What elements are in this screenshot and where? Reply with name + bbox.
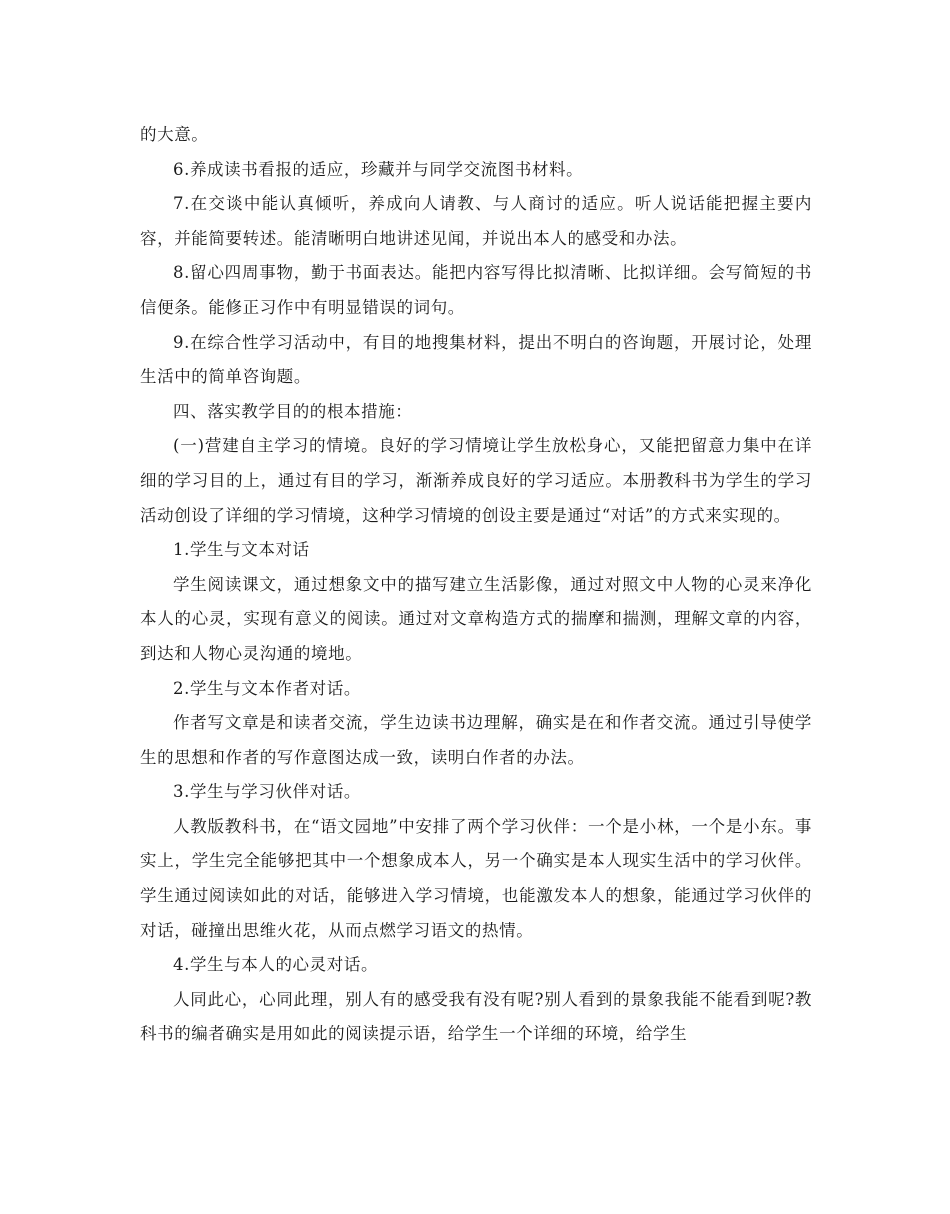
paragraph: 人教版教科书，在“语文园地”中安排了两个学习伙伴：一个是小林，一个是小东。事实上，学生完全能够把其中一个想象成本人，另一个确实是本人现实生活中的学习伙伴。学生通过阅读如此的对话，能够进入学习情境，也能激发本人的想象，能通过学习伙伴的对话，碰撞出思维火花，从而点燃学习语文的热情。 [140, 816, 812, 940]
paragraph: 9.在综合性学习活动中，有目的地搜集材料，提出不明白的咨询题，开展讨论，处理生活中的简单咨询题。 [140, 332, 812, 387]
paragraph: 7.在交谈中能认真倾听，养成向人请教、与人商讨的适应。听人说话能把握主要内容，并能简要转述。能清晰明白地讲述见闻，并说出本人的感受和办法。 [140, 194, 812, 248]
document-body [140, 118, 812, 1052]
section-heading: 四、落实教学目的的根本措施： [173, 401, 413, 421]
subheading: 1.学生与文本对话 [173, 540, 310, 560]
paragraph: 6.养成读书看报的适应，珍藏并与同学交流图书材料。 [173, 159, 584, 179]
paragraph: 作者写文章是和读者交流，学生边读书边理解，确实是在和作者交流。通过引导使学生的思想和作者的写作意图达成一致，读明白作者的办法。 [140, 713, 812, 767]
subheading: 4.学生与本人的心灵对话。 [173, 955, 379, 975]
paragraph: (一)营建自主学习的情境。良好的学习情境让学生放松身心，又能把留意力集中在详细的学习目的上，通过有目的学习，渐渐养成良好的学习适应。本册教科书为学生的学习活动创设了详细的学习情境，这种学习情境的创设主要是通过“对话”的方式来实现的。 [140, 436, 812, 525]
paragraph: 8.留心四周事物，勤于书面表达。能把内容写得比拟清晰、比拟详细。会写简短的书信便条。能修正习作中有明显错误的词句。 [140, 263, 812, 317]
paragraph: 学生阅读课文，通过想象文中的描写建立生活影像，通过对照文中人物的心灵来净化本人的心灵，实现有意义的阅读。通过对文章构造方式的揣摩和揣测，理解文章的内容，到达和人物心灵沟通的境地。 [140, 574, 812, 663]
paragraph: 的大意。 [140, 125, 209, 144]
paragraph: 人同此心，心同此理，别人有的感受我有没有呢?别人看到的景象我能不能看到呢?教科书的编者确实是用如此的阅读提示语，给学生一个详细的环境，给学生 [140, 989, 812, 1044]
subheading: 3.学生与学习伙伴对话。 [173, 782, 361, 802]
subheading: 2.学生与文本作者对话。 [173, 678, 361, 698]
